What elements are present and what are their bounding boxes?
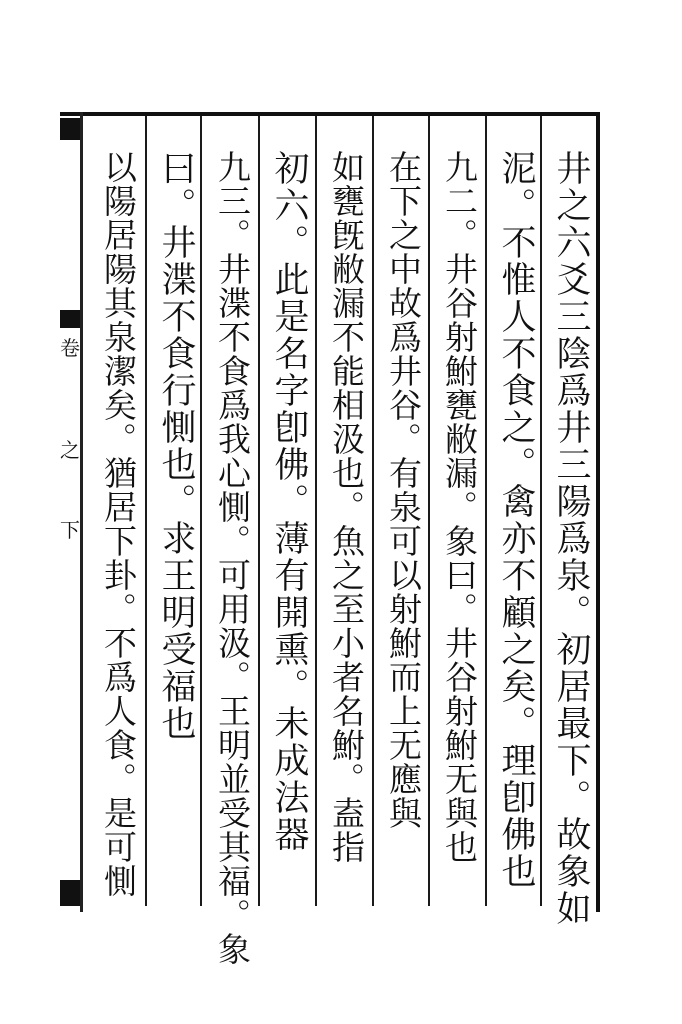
text-column-2: 泥。不惟人不食之。禽亦不顧之矣。理卽佛也: [496, 150, 536, 890]
center-fold-line: [80, 112, 83, 912]
text-column-4: 在下之中故爲井谷。有泉可以射鮒而上无應與: [384, 150, 423, 830]
text-column-8: 曰。井渫不食行惻也。求王明受福也: [156, 150, 196, 742]
margin-glyph: 之: [60, 438, 80, 462]
fish-tail-mark: [60, 310, 80, 328]
margin-glyph: 下: [60, 518, 80, 542]
text-column-5: 如甕旣敝漏不能相汲也。魚之至小者名鮒。盍指: [327, 150, 366, 864]
text-column-6: 初六。此是名字卽佛。薄有開熏。未成法器: [269, 150, 309, 853]
text-column-1: 井之六爻三陰爲井三陽爲泉。初居最下。故象如: [551, 150, 591, 927]
text-column-3: 九二。井谷射鮒甕敝漏。象曰。井谷射鮒无與也: [440, 150, 479, 864]
block-top-border: [60, 112, 600, 116]
text-column-7: 九三。井渫不食爲我心惻。可用汲。王明並受其福。象: [213, 150, 252, 966]
margin-glyph: 卷: [60, 336, 80, 360]
text-column-9: 以陽居陽其泉潔矣。猶居下卦。不爲人食。是可惻: [99, 150, 138, 898]
fish-tail-mark: [60, 880, 80, 906]
fish-tail-mark: [60, 118, 80, 140]
